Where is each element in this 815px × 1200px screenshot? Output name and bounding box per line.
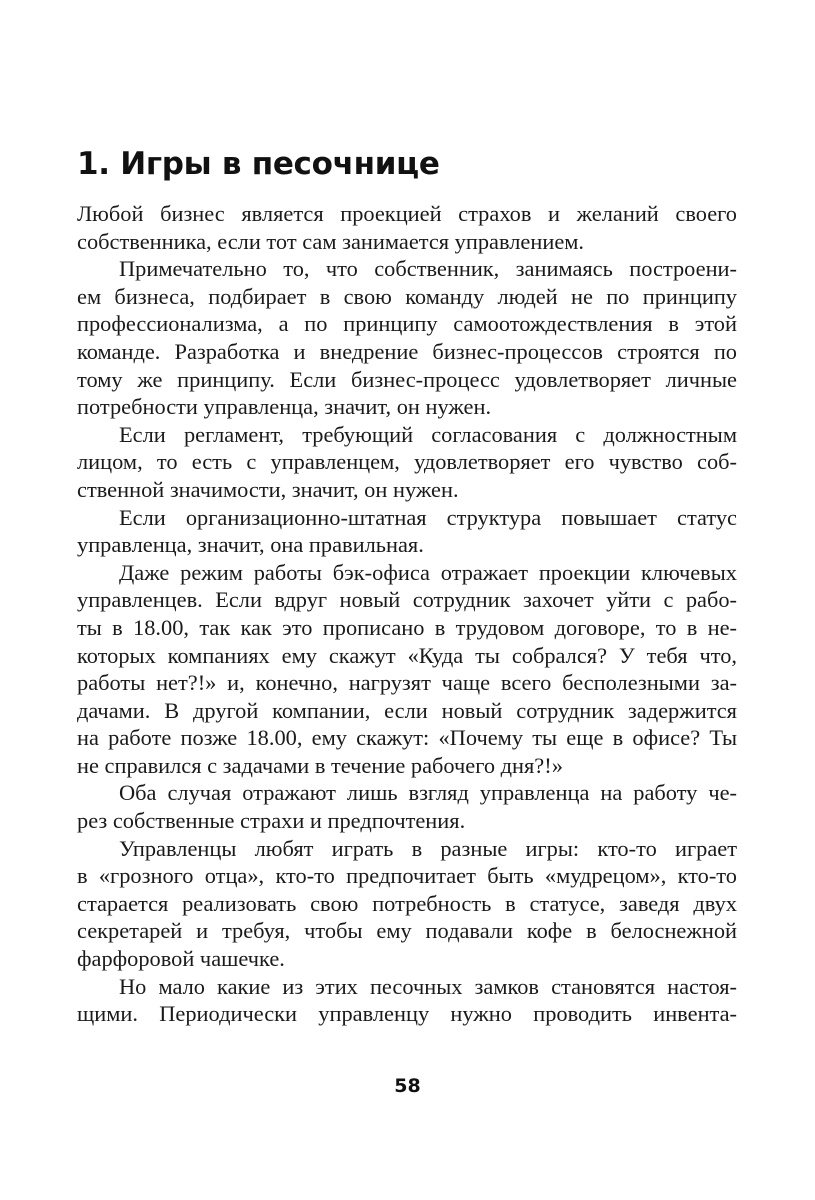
- text-line: Управленцы любят играть в разные игры: кто-то играет: [119, 835, 737, 861]
- text-line: Примечательно то, что собственник, занимаясь построени-: [119, 256, 737, 282]
- text-line: секретарей и требуя, чтобы ему подавали кофе в белоснежной: [77, 918, 737, 944]
- text-line: Если регламент, требующий согласования с должностным: [119, 421, 737, 447]
- text-line: ственной значимости, значит, он нужен.: [77, 476, 459, 502]
- text-line: Даже режим работы бэк-офиса отражает проекции ключевых: [119, 559, 737, 585]
- text-line: команде. Разработка и внедрение бизнес-процессов строятся по: [77, 338, 737, 364]
- text-line: на работе позже 18.00, ему скажут: «Почему ты еще в офисе? Ты: [77, 725, 737, 751]
- chapter-heading: 1. Игры в песочнице: [77, 146, 440, 182]
- text-line: Если организационно-штатная структура повышает статус: [119, 504, 737, 530]
- body-text: [77, 200, 737, 1028]
- text-line: лицом, то есть с управленцем, удовлетворяет его чувство соб-: [77, 449, 737, 475]
- text-line: Оба случая отражают лишь взгляд управленца на работу че-: [119, 780, 737, 806]
- text-line: работы нет?!» и, конечно, нагрузят чаще всего бесполезными за-: [77, 670, 737, 696]
- text-line: Любой бизнес является проекцией страхов и желаний своего: [77, 201, 737, 226]
- text-line: старается реализовать свою потребность в статусе, заведя двух: [77, 890, 737, 916]
- text-line: ем бизнеса, подбирает в свою команду людей не по принципу: [77, 283, 737, 309]
- text-line: не справился с задачами в течение рабочего дня?!»: [77, 752, 563, 778]
- text-line: которых компаниях ему скажут «Куда ты собрался? У тебя что,: [77, 642, 737, 668]
- text-line: тому же принципу. Если бизнес-процесс удовлетворяет личные: [77, 366, 737, 392]
- text-line: собственника, если тот сам занимается управлением.: [77, 228, 585, 254]
- text-line: ты в 18.00, так как это прописано в трудовом договоре, то в не-: [77, 614, 737, 640]
- text-line: щими. Периодически управленцу нужно проводить инвента-: [77, 1001, 737, 1027]
- text-line: дачами. В другой компании, если новый сотрудник задержится: [77, 697, 737, 723]
- page-number: 58: [394, 1075, 421, 1097]
- text-line: рез собственные страхи и предпочтения.: [77, 808, 466, 834]
- text-line: профессионализма, а по принципу самоотождествления в этой: [77, 311, 737, 337]
- text-line: Но мало какие из этих песочных замков становятся настоя-: [119, 973, 737, 999]
- text-line: управленца, значит, она правильная.: [77, 532, 424, 558]
- text-line: потребности управленца, значит, он нужен.: [77, 394, 492, 420]
- text-line: в «грозного отца», кто-то предпочитает быть «мудрецом», кто-то: [77, 863, 737, 889]
- text-line: фарфоровой чашечке.: [77, 946, 285, 972]
- text-line: управленцев. Если вдруг новый сотрудник захочет уйти с рабо-: [77, 587, 737, 613]
